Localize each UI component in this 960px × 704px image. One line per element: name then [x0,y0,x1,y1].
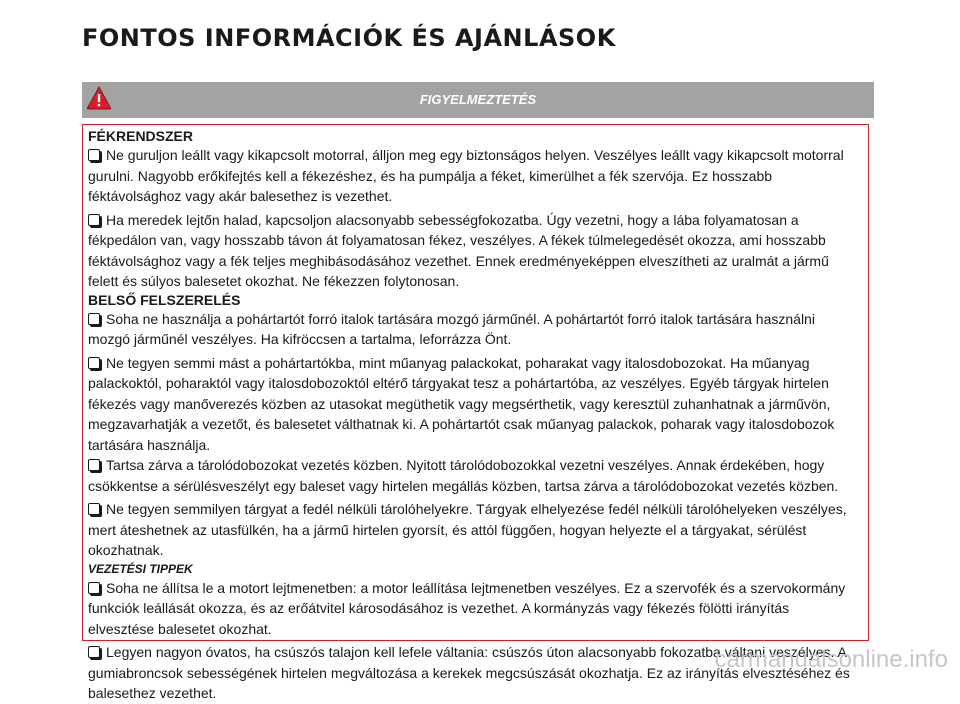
brakes-paragraph-2 [88,210,858,292]
watermark: carmanualsonline.info [714,646,948,673]
warning-label: FIGYELMEZTETÉS [419,92,537,107]
interior-paragraph-4 [88,499,858,561]
page-title: FONTOS INFORMÁCIÓK ÉS AJÁNLÁSOK [82,24,616,52]
paragraph-text: Ne tegyen semmilyen tárgyat a fedél nélküli tárolóhelyekre. Tárgyak elhelyezése fedél nélküli tárolóhelyeken veszélyes, mert áteshetnek az utasfülkén, ha a jármű hirtelen gyorsít, és attól függően, hogyan helyezte el a tárgyakat, sérülést okozhatnak. [88,501,847,558]
bullet-icon [88,459,100,471]
brakes-paragraph-1 [88,145,858,207]
bullet-icon [88,646,100,658]
interior-paragraph-3 [88,455,858,496]
bullet-icon [88,582,100,594]
bullet-icon [88,149,100,161]
bullet-icon [88,503,100,515]
paragraph-text: Tartsa zárva a tárolódobozokat vezetés közben. Nyitott tárolódobozokkal vezetni veszélyes. Annak érdekében, hogy csökkentse a sérülésveszélyt egy baleset vagy hirtelen megállás közben, tartsa zárva a tárolódobozokat vezetés közben. [88,457,839,494]
paragraph-text: Ha meredek lejtőn halad, kapcsoljon alacsonyabb sebességfokozatba. Úgy vezetni, hogy a lába folyamatosan a fékpedálon van, vagy hosszabb távon át folyamatosan fékez, veszélyes. A fékek túlmelegedését okozza, ami hosszabb féktávolsághoz vagy a fék teljes meghibásodásához vezethet. Ennek eredményeképpen elveszítheti az uralmát a jármű felett és súlyos balesetet okozhat. Ne fékezzen folytonosan. [88,211,829,289]
paragraph-text: Ne guruljon leállt vagy kikapcsolt motorral, álljon meg egy biztonságos helyen. Veszélyes leállt vagy kikapcsolt motorral gurulni. Nagyobb erőkifejtés kell a fékezéshez, és ha pumpálja a féket, kimerülhet a fék szervója. Ez hosszabb féktávolsághoz vagy akár balesethez is vezethet. [88,147,844,204]
bullet-icon [88,313,100,325]
paragraph-text: Soha ne állítsa le a motort lejtmenetben: a motor leállítása lejtmenetben veszélyes. Ez a szervofék és a szervokormány funkciók leállását okozza, és az erőátvitel károsodásához is vezethet. A kormányzás vagy fékezés fölötti irányítás elvesztése balesetet okozhat. [88,579,846,637]
bullet-icon [88,214,100,226]
section-title-interior: BELSŐ FELSZERELÉS [88,291,241,308]
interior-paragraph-1 [88,309,858,350]
interior-paragraph-2 [88,353,858,456]
bullet-icon [88,357,100,369]
section-title-brakes: FÉKRENDSZER [88,128,194,144]
paragraph-text: Soha ne használja a pohártartót forró italok tartására mozgó járműnél. A pohártartót forró italok tartására használni mozgó járműnél veszélyes. Ha kifröccsen a tartalma, leforrázza Önt. [88,310,815,347]
section-title-driving-tips: VEZETÉSI TIPPEK [88,561,193,576]
paragraph-text: Ne tegyen semmi mást a pohártartókba, mint műanyag palackokat, poharakat vagy italosdobozokat. Ha műanyag palackoktól, poharaktól vagy italosdobozoktól eltérő tárgyakat tesz a pohártartóba, az veszélyes. Egyéb tárgyak hirtelen fékezés vagy manőverezés közben az utasokat megüthetik vagy megsérthetik, vagy keresztül zuhanhatnak a járművön, megzavarhatják a vezetőt, és balesetet válthatnak ki. A pohártartót csak műanyag palackok, poharak vagy italosdobozok tartására használja. [88,354,835,453]
paragraph-text: Legyen nagyon óvatos, ha csúszós talajon kell lefele váltania: csúszós úton alacsonyabb fokozatba váltani veszélyes. A gumiabroncsok sebességének hirtelen megváltozása a kerekek megcsúszását okozhatja. Ez az irányítás elvesztéséhez és balesethez vezethet. [88,644,850,701]
warning-banner [82,82,874,118]
driving-paragraph-1 [88,578,858,640]
